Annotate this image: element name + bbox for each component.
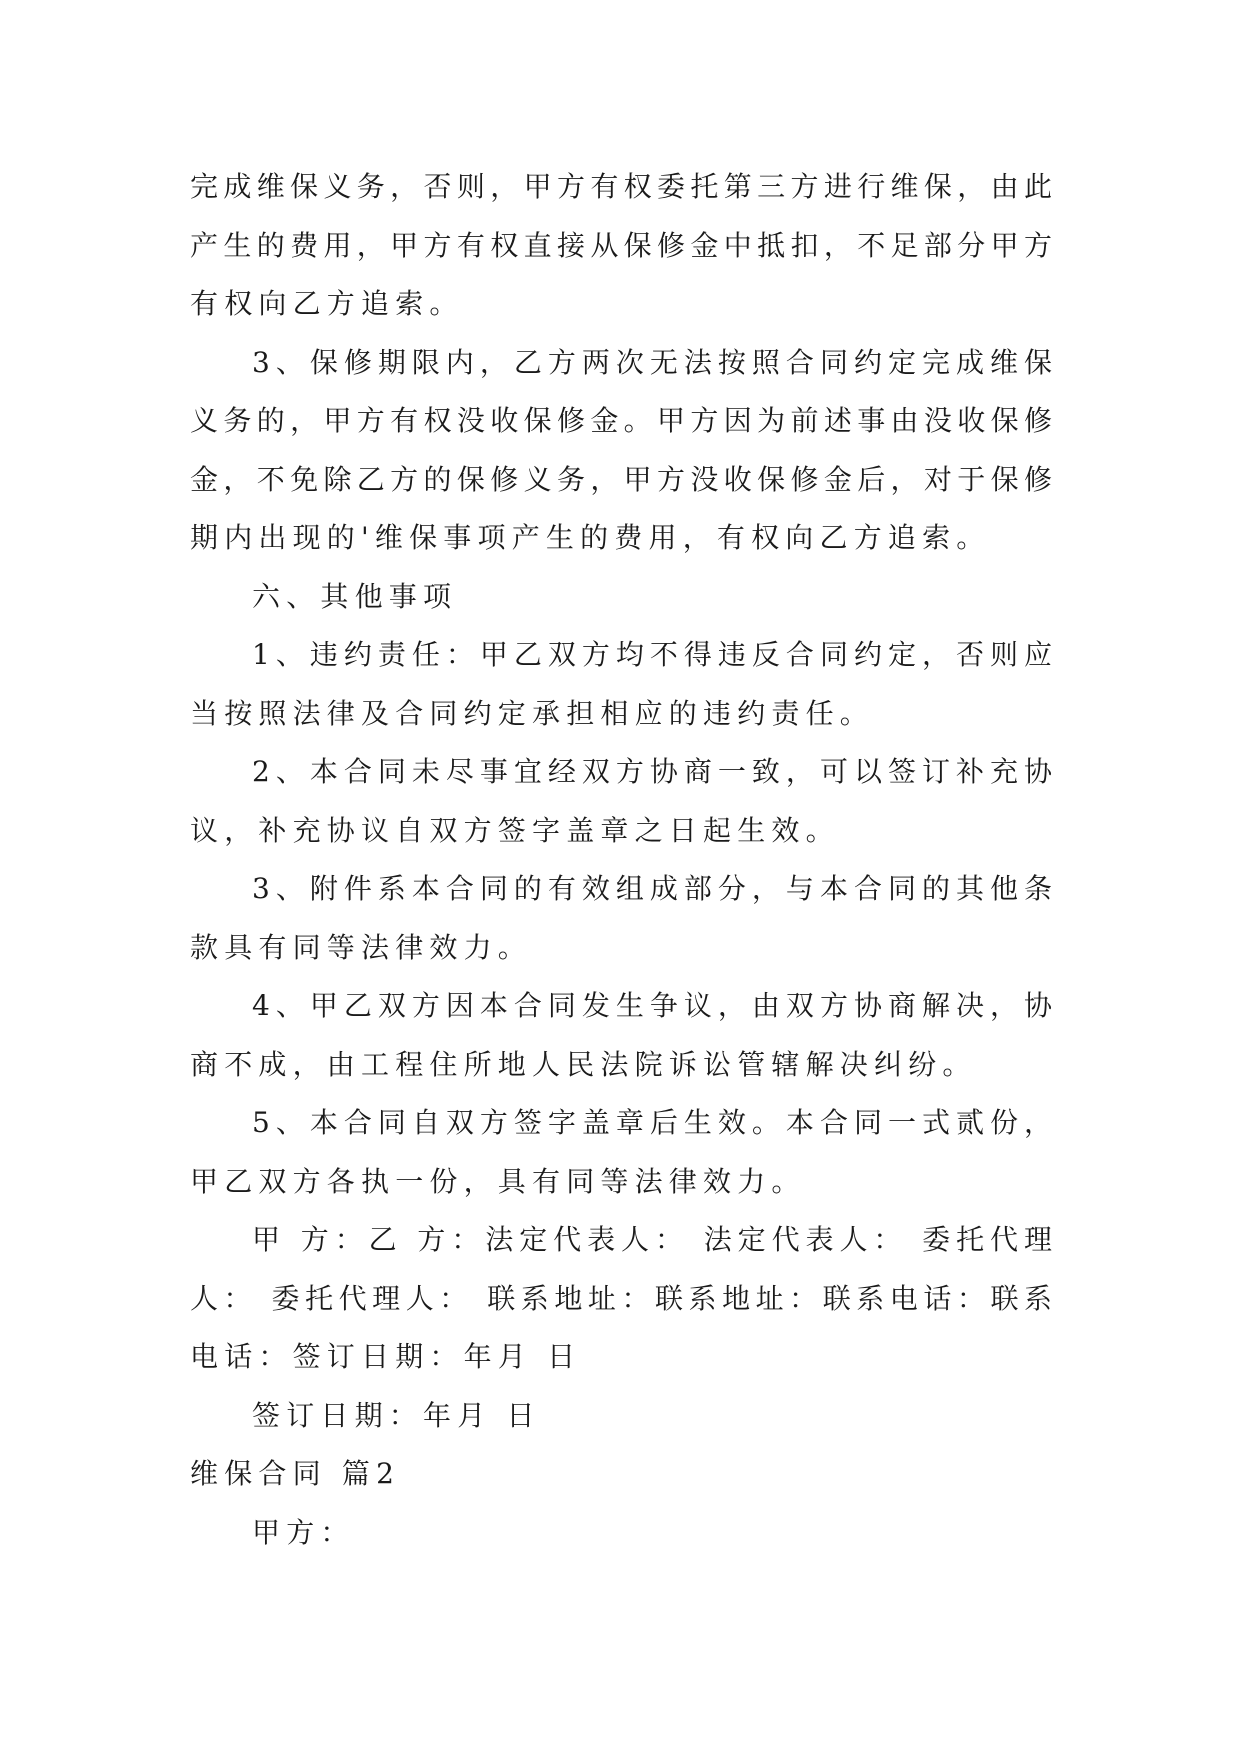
text-line: 有权向乙方追索。 <box>190 287 464 320</box>
text-line: 甲方： <box>252 1515 355 1549</box>
text-line: 电话：签订日期：年月 日 <box>190 1340 582 1373</box>
text-line: 甲 方：乙 方：法定代表人： 法定代表人： 委托代理 <box>252 1223 1052 1256</box>
text-line: 签订日期：年月 日 <box>252 1398 541 1432</box>
text-line: 议，补充协议自双方签字盖章之日起生效。 <box>190 813 840 847</box>
text-line: 5、本合同自双方签字盖章后生效。本合同一式贰份， <box>252 1106 1052 1139</box>
text-line: 完成维保义务，否则，甲方有权委托第三方进行维保，由此 <box>190 170 1052 203</box>
text-line: 金，不免除乙方的保修义务，甲方没收保修金后，对于保修 <box>190 462 1052 496</box>
text-line: 人： 委托代理人： 联系地址：联系地址：联系电话：联系 <box>190 1281 1052 1315</box>
document-body <box>190 158 1052 1562</box>
text-line: 维保合同 篇2 <box>190 1457 401 1490</box>
text-line: 期内出现的'维保事项产生的费用，有权向乙方追索。 <box>190 521 991 554</box>
text-line: 当按照法律及合同约定承担相应的违约责任。 <box>190 696 875 730</box>
text-line: 2、本合同未尽事宜经双方协商一致，可以签订补充协 <box>252 755 1052 788</box>
text-line: 3、附件系本合同的有效组成部分，与本合同的其他条 <box>252 872 1052 905</box>
text-line: 义务的，甲方有权没收保修金。甲方因为前述事由没收保修 <box>190 404 1052 437</box>
text-line: 甲乙双方各执一份，具有同等法律效力。 <box>190 1164 806 1198</box>
text-line: 产生的费用，甲方有权直接从保修金中抵扣，不足部分甲方 <box>190 228 1052 262</box>
text-line: 3、保修期限内，乙方两次无法按照合同约定完成维保 <box>252 345 1052 379</box>
text-line: 商不成，由工程住所地人民法院诉讼管辖解决纠纷。 <box>190 1047 977 1081</box>
text-line: 4、甲乙双方因本合同发生争议，由双方协商解决，协 <box>252 989 1052 1022</box>
text-line: 1、违约责任：甲乙双方均不得违反合同约定，否则应 <box>252 638 1052 671</box>
text-line: 六、其他事项 <box>252 579 458 613</box>
text-line: 款具有同等法律效力。 <box>190 930 533 964</box>
